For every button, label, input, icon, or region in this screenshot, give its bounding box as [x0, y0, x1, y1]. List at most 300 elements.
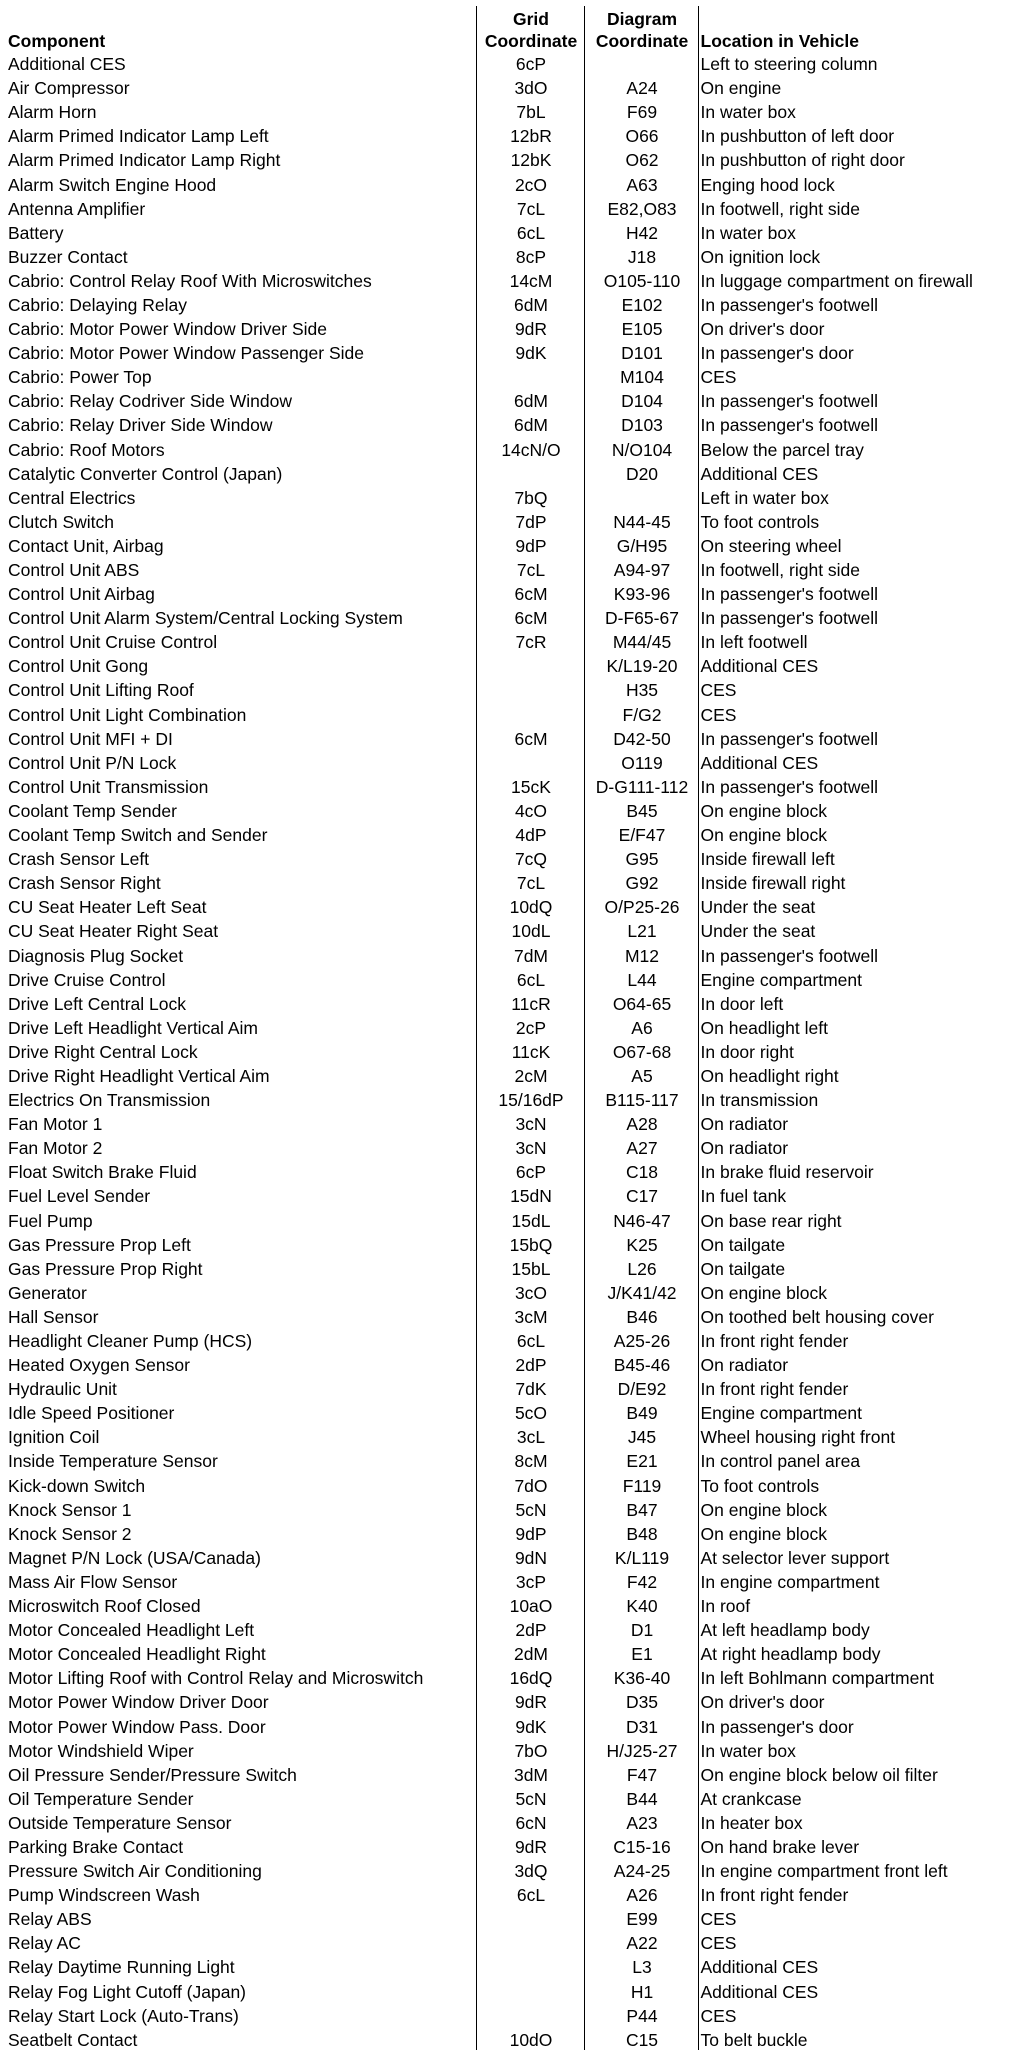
diagram-coordinate-cell: H1 [584, 1980, 698, 2004]
location-cell: In footwell, right side [698, 558, 1012, 582]
grid-coordinate-cell: 8cM [476, 1449, 584, 1473]
header-diagram-coordinate: Diagram Coordinate [584, 6, 698, 52]
table-body [6, 52, 1012, 2050]
location-cell: In footwell, right side [698, 197, 1012, 221]
component-cell: Hall Sensor [8, 1306, 99, 1327]
location-cell: To foot controls [698, 1474, 1012, 1498]
grid-coordinate-cell: 7dK [476, 1377, 584, 1401]
table-row [6, 293, 1012, 317]
table-row [6, 1160, 1012, 1184]
diagram-coordinate-cell: B44 [584, 1787, 698, 1811]
grid-coordinate-cell: 15/16dP [476, 1088, 584, 1112]
component-cell: Oil Temperature Sender [8, 1788, 194, 1809]
diagram-coordinate-cell: H42 [584, 221, 698, 245]
location-cell: In door left [698, 992, 1012, 1016]
component-cell: Control Unit MFI + DI [8, 728, 173, 749]
table-row [6, 1040, 1012, 1064]
location-cell: On radiator [698, 1353, 1012, 1377]
table-row [6, 1787, 1012, 1811]
grid-coordinate-cell [476, 365, 584, 389]
component-cell: Cabrio: Relay Codriver Side Window [8, 391, 292, 412]
component-cell: Magnet P/N Lock (USA/Canada) [8, 1547, 261, 1568]
table-row [6, 269, 1012, 293]
table-row [6, 1425, 1012, 1449]
table-row [6, 76, 1012, 100]
grid-coordinate-cell [476, 2004, 584, 2028]
component-cell: Control Unit Cruise Control [8, 632, 218, 653]
diagram-coordinate-cell: C15 [584, 2028, 698, 2050]
table-row [6, 1209, 1012, 1233]
location-cell: At left headlamp body [698, 1618, 1012, 1642]
component-cell: Motor Concealed Headlight Left [8, 1620, 255, 1641]
grid-coordinate-cell: 6cL [476, 1883, 584, 1907]
table-row [6, 1546, 1012, 1570]
diagram-coordinate-cell: D/E92 [584, 1377, 698, 1401]
component-cell: Relay Fog Light Cutoff (Japan) [8, 1981, 247, 2002]
table-row [6, 1931, 1012, 1955]
table-row [6, 1449, 1012, 1473]
table-row [6, 1642, 1012, 1666]
grid-coordinate-cell: 2cO [476, 172, 584, 196]
grid-coordinate-cell: 6cL [476, 1329, 584, 1353]
diagram-coordinate-cell: H35 [584, 678, 698, 702]
grid-coordinate-cell: 5cO [476, 1401, 584, 1425]
table-row [6, 1305, 1012, 1329]
table-row [6, 992, 1012, 1016]
table-row [6, 221, 1012, 245]
grid-coordinate-cell: 9dR [476, 1690, 584, 1714]
diagram-coordinate-cell: L21 [584, 919, 698, 943]
location-cell: In luggage compartment on firewall [698, 269, 1012, 293]
grid-coordinate-cell: 3cO [476, 1281, 584, 1305]
location-cell: In passenger's footwell [698, 389, 1012, 413]
location-cell: Inside firewall right [698, 871, 1012, 895]
component-cell: Additional CES [8, 54, 126, 75]
table-row [6, 341, 1012, 365]
grid-coordinate-cell: 7cL [476, 871, 584, 895]
diagram-coordinate-cell: B47 [584, 1498, 698, 1522]
component-cell: Cabrio: Motor Power Window Passenger Side [8, 343, 364, 364]
component-cell: Control Unit Gong [8, 656, 149, 677]
diagram-coordinate-cell: N/O104 [584, 438, 698, 462]
component-cell: Ignition Coil [8, 1427, 100, 1448]
location-cell: In front right fender [698, 1883, 1012, 1907]
component-cell: Air Compressor [8, 78, 130, 99]
grid-coordinate-cell: 6dM [476, 293, 584, 317]
component-cell: Motor Power Window Pass. Door [8, 1716, 266, 1737]
component-cell: Central Electrics [8, 487, 136, 508]
location-cell: Below the parcel tray [698, 438, 1012, 462]
diagram-coordinate-cell: E/F47 [584, 823, 698, 847]
location-cell: In passenger's footwell [698, 775, 1012, 799]
table-row [6, 1377, 1012, 1401]
location-cell: On engine block [698, 1281, 1012, 1305]
location-cell: On base rear right [698, 1209, 1012, 1233]
location-cell: On engine block [698, 823, 1012, 847]
diagram-coordinate-cell: C17 [584, 1184, 698, 1208]
diagram-coordinate-cell: O105-110 [584, 269, 698, 293]
table-row [6, 438, 1012, 462]
diagram-coordinate-cell: D104 [584, 389, 698, 413]
grid-coordinate-cell: 12bK [476, 148, 584, 172]
table-row [6, 1859, 1012, 1883]
grid-coordinate-cell [476, 703, 584, 727]
location-cell: On engine [698, 76, 1012, 100]
location-cell: CES [698, 365, 1012, 389]
component-cell: Cabrio: Control Relay Roof With Microswitches [8, 270, 372, 291]
diagram-coordinate-cell: E102 [584, 293, 698, 317]
diagram-coordinate-cell: D1 [584, 1618, 698, 1642]
location-cell: On engine block [698, 1522, 1012, 1546]
location-cell: In passenger's footwell [698, 943, 1012, 967]
table-row [6, 52, 1012, 76]
component-cell: Alarm Switch Engine Hood [8, 174, 217, 195]
grid-coordinate-cell: 10aO [476, 1594, 584, 1618]
component-cell: Diagnosis Plug Socket [8, 945, 184, 966]
table-row [6, 462, 1012, 486]
table-row [6, 1690, 1012, 1714]
diagram-coordinate-cell: G92 [584, 871, 698, 895]
diagram-coordinate-cell: M44/45 [584, 630, 698, 654]
diagram-coordinate-cell: E1 [584, 1642, 698, 1666]
location-cell: On steering wheel [698, 534, 1012, 558]
component-cell: Buzzer Contact [8, 246, 128, 267]
location-cell: In left Bohlmann compartment [698, 1666, 1012, 1690]
component-cell: Electrics On Transmission [8, 1090, 211, 1111]
component-cell: Motor Lifting Roof with Control Relay and Microswitch [8, 1668, 424, 1689]
diagram-coordinate-cell: L44 [584, 968, 698, 992]
diagram-coordinate-cell [584, 52, 698, 76]
grid-coordinate-cell: 3cP [476, 1570, 584, 1594]
grid-coordinate-cell: 10dO [476, 2028, 584, 2050]
location-cell: Under the seat [698, 919, 1012, 943]
component-cell: Knock Sensor 2 [8, 1523, 132, 1544]
location-cell: On hand brake lever [698, 1835, 1012, 1859]
grid-coordinate-cell: 6cM [476, 582, 584, 606]
diagram-coordinate-cell: O/P25-26 [584, 895, 698, 919]
grid-coordinate-cell: 2dP [476, 1618, 584, 1642]
grid-coordinate-cell: 8cP [476, 245, 584, 269]
component-cell: Contact Unit, Airbag [8, 535, 164, 556]
diagram-coordinate-cell: A6 [584, 1016, 698, 1040]
component-cell: Alarm Primed Indicator Lamp Left [8, 126, 269, 147]
table-row [6, 172, 1012, 196]
location-cell: Inside firewall left [698, 847, 1012, 871]
location-cell: In water box [698, 1739, 1012, 1763]
location-cell: In heater box [698, 1811, 1012, 1835]
table-row [6, 968, 1012, 992]
location-cell: On radiator [698, 1112, 1012, 1136]
component-cell: Catalytic Converter Control (Japan) [8, 463, 283, 484]
component-cell: Microswitch Roof Closed [8, 1596, 201, 1617]
diagram-coordinate-cell: F119 [584, 1474, 698, 1498]
table-row [6, 197, 1012, 221]
location-cell: In water box [698, 100, 1012, 124]
diagram-coordinate-cell: D101 [584, 341, 698, 365]
diagram-coordinate-cell: A94-97 [584, 558, 698, 582]
grid-coordinate-cell [476, 1955, 584, 1979]
component-cell: Coolant Temp Switch and Sender [8, 825, 268, 846]
diagram-coordinate-cell: A26 [584, 1883, 698, 1907]
table-row [6, 124, 1012, 148]
table-row [6, 1136, 1012, 1160]
diagram-coordinate-cell: A25-26 [584, 1329, 698, 1353]
table-row [6, 1064, 1012, 1088]
diagram-coordinate-cell: D42-50 [584, 727, 698, 751]
location-cell: CES [698, 1907, 1012, 1931]
grid-coordinate-cell [476, 678, 584, 702]
component-cell: Control Unit Light Combination [8, 704, 247, 725]
component-cell: Drive Cruise Control [8, 969, 166, 990]
diagram-coordinate-cell: C15-16 [584, 1835, 698, 1859]
component-cell: Oil Pressure Sender/Pressure Switch [8, 1764, 297, 1785]
table-row [6, 534, 1012, 558]
grid-coordinate-cell: 16dQ [476, 1666, 584, 1690]
component-cell: Parking Brake Contact [8, 1836, 184, 1857]
table-row [6, 919, 1012, 943]
component-cell: Fuel Pump [8, 1210, 93, 1231]
diagram-coordinate-cell: B45-46 [584, 1353, 698, 1377]
grid-coordinate-cell: 6cN [476, 1811, 584, 1835]
component-cell: Idle Speed Positioner [8, 1403, 175, 1424]
component-cell: Generator [8, 1282, 87, 1303]
grid-coordinate-cell: 3dO [476, 76, 584, 100]
diagram-coordinate-cell: B45 [584, 799, 698, 823]
grid-coordinate-cell: 10dQ [476, 895, 584, 919]
table-row [6, 1016, 1012, 1040]
grid-coordinate-cell: 7dO [476, 1474, 584, 1498]
component-cell: Drive Left Central Lock [8, 993, 186, 1014]
location-cell: On radiator [698, 1136, 1012, 1160]
location-cell: In brake fluid reservoir [698, 1160, 1012, 1184]
diagram-coordinate-cell: H/J25-27 [584, 1739, 698, 1763]
diagram-coordinate-cell: O67-68 [584, 1040, 698, 1064]
location-cell: In front right fender [698, 1377, 1012, 1401]
diagram-coordinate-cell: G95 [584, 847, 698, 871]
table-row [6, 2004, 1012, 2028]
grid-coordinate-cell: 7cR [476, 630, 584, 654]
location-cell: In left footwell [698, 630, 1012, 654]
component-cell: Coolant Temp Sender [8, 800, 177, 821]
table-row [6, 1329, 1012, 1353]
grid-coordinate-cell [476, 462, 584, 486]
diagram-coordinate-cell: B115-117 [584, 1088, 698, 1112]
grid-coordinate-cell: 6cM [476, 606, 584, 630]
diagram-coordinate-cell: B46 [584, 1305, 698, 1329]
component-cell: Pressure Switch Air Conditioning [8, 1861, 262, 1882]
diagram-coordinate-cell: O62 [584, 148, 698, 172]
table-row [6, 943, 1012, 967]
header-location: Location in Vehicle [698, 6, 1012, 52]
table-row [6, 510, 1012, 534]
table-row [6, 1618, 1012, 1642]
component-cell: Heated Oxygen Sensor [8, 1355, 190, 1376]
grid-coordinate-cell: 15dN [476, 1184, 584, 1208]
location-cell: On engine block [698, 799, 1012, 823]
diagram-coordinate-cell: D-G111-112 [584, 775, 698, 799]
grid-coordinate-cell: 3dM [476, 1763, 584, 1787]
grid-coordinate-cell: 9dR [476, 1835, 584, 1859]
grid-coordinate-cell: 15dL [476, 1209, 584, 1233]
grid-coordinate-cell [476, 654, 584, 678]
location-cell: In control panel area [698, 1449, 1012, 1473]
table-row [6, 1835, 1012, 1859]
location-cell: In passenger's footwell [698, 293, 1012, 317]
component-cell: Headlight Cleaner Pump (HCS) [8, 1331, 253, 1352]
component-cell: Motor Windshield Wiper [8, 1740, 194, 1761]
diagram-coordinate-cell: B48 [584, 1522, 698, 1546]
table-row [6, 1281, 1012, 1305]
component-cell: Pump Windscreen Wash [8, 1885, 200, 1906]
grid-coordinate-cell: 2cP [476, 1016, 584, 1040]
location-cell: Additional CES [698, 462, 1012, 486]
table-row [6, 558, 1012, 582]
header-grid-coordinate: Grid Coordinate [476, 6, 584, 52]
component-cell: Control Unit Airbag [8, 584, 155, 605]
component-cell: Inside Temperature Sensor [8, 1451, 218, 1472]
grid-coordinate-cell: 4cO [476, 799, 584, 823]
location-cell: In passenger's door [698, 1714, 1012, 1738]
location-cell: In pushbutton of left door [698, 124, 1012, 148]
grid-coordinate-cell: 12bR [476, 124, 584, 148]
grid-coordinate-cell: 15bQ [476, 1233, 584, 1257]
table-row [6, 799, 1012, 823]
table-row [6, 678, 1012, 702]
component-cell: Cabrio: Relay Driver Side Window [8, 415, 273, 436]
table-row [6, 389, 1012, 413]
grid-coordinate-cell: 9dP [476, 534, 584, 558]
diagram-coordinate-cell: E105 [584, 317, 698, 341]
table-row [6, 654, 1012, 678]
diagram-coordinate-cell: L3 [584, 1955, 698, 1979]
grid-coordinate-cell: 9dN [476, 1546, 584, 1570]
diagram-coordinate-cell: F69 [584, 100, 698, 124]
grid-coordinate-cell: 6cL [476, 968, 584, 992]
location-cell: CES [698, 1931, 1012, 1955]
component-cell: Gas Pressure Prop Right [8, 1258, 203, 1279]
grid-coordinate-cell: 3cN [476, 1112, 584, 1136]
table-row [6, 317, 1012, 341]
component-cell: Mass Air Flow Sensor [8, 1571, 178, 1592]
location-cell: On tailgate [698, 1257, 1012, 1281]
location-cell: On toothed belt housing cover [698, 1305, 1012, 1329]
diagram-coordinate-cell: M104 [584, 365, 698, 389]
diagram-coordinate-cell: K/L119 [584, 1546, 698, 1570]
grid-coordinate-cell: 2cM [476, 1064, 584, 1088]
table-row [6, 823, 1012, 847]
location-cell: On driver's door [698, 1690, 1012, 1714]
location-cell: Additional CES [698, 654, 1012, 678]
diagram-coordinate-cell: O119 [584, 751, 698, 775]
table-row [6, 1233, 1012, 1257]
diagram-coordinate-cell [584, 486, 698, 510]
grid-coordinate-cell: 3cL [476, 1425, 584, 1449]
component-cell: Drive Left Headlight Vertical Aim [8, 1017, 258, 1038]
table-row [6, 606, 1012, 630]
table-row [6, 1763, 1012, 1787]
component-cell: Cabrio: Motor Power Window Driver Side [8, 319, 327, 340]
grid-coordinate-cell: 6cM [476, 727, 584, 751]
location-cell: Wheel housing right front [698, 1425, 1012, 1449]
grid-coordinate-cell: 7bO [476, 1739, 584, 1763]
table-row [6, 871, 1012, 895]
component-cell: Relay Start Lock (Auto-Trans) [8, 2005, 239, 2026]
component-cell: Relay ABS [8, 1909, 92, 1930]
diagram-coordinate-cell: O64-65 [584, 992, 698, 1016]
location-cell: At crankcase [698, 1787, 1012, 1811]
location-cell: In door right [698, 1040, 1012, 1064]
location-cell: In roof [698, 1594, 1012, 1618]
component-cell: Cabrio: Delaying Relay [8, 294, 187, 315]
grid-coordinate-cell [476, 1980, 584, 2004]
location-cell: In passenger's footwell [698, 413, 1012, 437]
grid-coordinate-cell: 6cP [476, 1160, 584, 1184]
location-cell: In front right fender [698, 1329, 1012, 1353]
component-cell: Control Unit Transmission [8, 776, 209, 797]
grid-coordinate-cell: 3cN [476, 1136, 584, 1160]
component-cell: Fuel Level Sender [8, 1186, 151, 1207]
diagram-coordinate-cell: A24 [584, 76, 698, 100]
table-row [6, 1955, 1012, 1979]
component-cell: Control Unit Lifting Roof [8, 680, 194, 701]
component-cell: Crash Sensor Right [8, 873, 161, 894]
location-cell: In passenger's footwell [698, 606, 1012, 630]
diagram-coordinate-cell: N46-47 [584, 1209, 698, 1233]
grid-coordinate-cell: 7cL [476, 197, 584, 221]
component-cell: Outside Temperature Sensor [8, 1812, 232, 1833]
diagram-coordinate-cell: D103 [584, 413, 698, 437]
diagram-coordinate-cell: K36-40 [584, 1666, 698, 1690]
table-row [6, 413, 1012, 437]
location-cell: Additional CES [698, 1955, 1012, 1979]
location-cell: In engine compartment [698, 1570, 1012, 1594]
grid-coordinate-cell: 10dL [476, 919, 584, 943]
diagram-coordinate-cell: E82,O83 [584, 197, 698, 221]
table-row [6, 100, 1012, 124]
table-row [6, 1980, 1012, 2004]
component-cell: Float Switch Brake Fluid [8, 1162, 197, 1183]
diagram-coordinate-cell: K/L19-20 [584, 654, 698, 678]
grid-coordinate-cell: 6cP [476, 52, 584, 76]
table-row [6, 751, 1012, 775]
grid-coordinate-cell: 7cQ [476, 847, 584, 871]
location-cell: In water box [698, 221, 1012, 245]
table-row [6, 1353, 1012, 1377]
grid-coordinate-cell: 5cN [476, 1498, 584, 1522]
component-cell: Seatbelt Contact [8, 2029, 138, 2050]
component-cell: Control Unit Alarm System/Central Locking System [8, 608, 403, 629]
grid-coordinate-cell: 3cM [476, 1305, 584, 1329]
grid-coordinate-cell: 6dM [476, 389, 584, 413]
table-row [6, 630, 1012, 654]
location-cell: Enging hood lock [698, 172, 1012, 196]
component-cell: Fan Motor 2 [8, 1138, 103, 1159]
table-row [6, 2028, 1012, 2050]
component-cell: Hydraulic Unit [8, 1379, 117, 1400]
location-cell: In fuel tank [698, 1184, 1012, 1208]
location-cell: Left in water box [698, 486, 1012, 510]
diagram-coordinate-cell: F42 [584, 1570, 698, 1594]
component-cell: Battery [8, 222, 64, 243]
table-row [6, 1498, 1012, 1522]
diagram-coordinate-cell: O66 [584, 124, 698, 148]
grid-coordinate-cell: 6cL [476, 221, 584, 245]
grid-coordinate-cell: 14cN/O [476, 438, 584, 462]
grid-coordinate-cell: 5cN [476, 1787, 584, 1811]
table-row [6, 1811, 1012, 1835]
diagram-coordinate-cell: J/K41/42 [584, 1281, 698, 1305]
component-cell: Gas Pressure Prop Left [8, 1234, 191, 1255]
